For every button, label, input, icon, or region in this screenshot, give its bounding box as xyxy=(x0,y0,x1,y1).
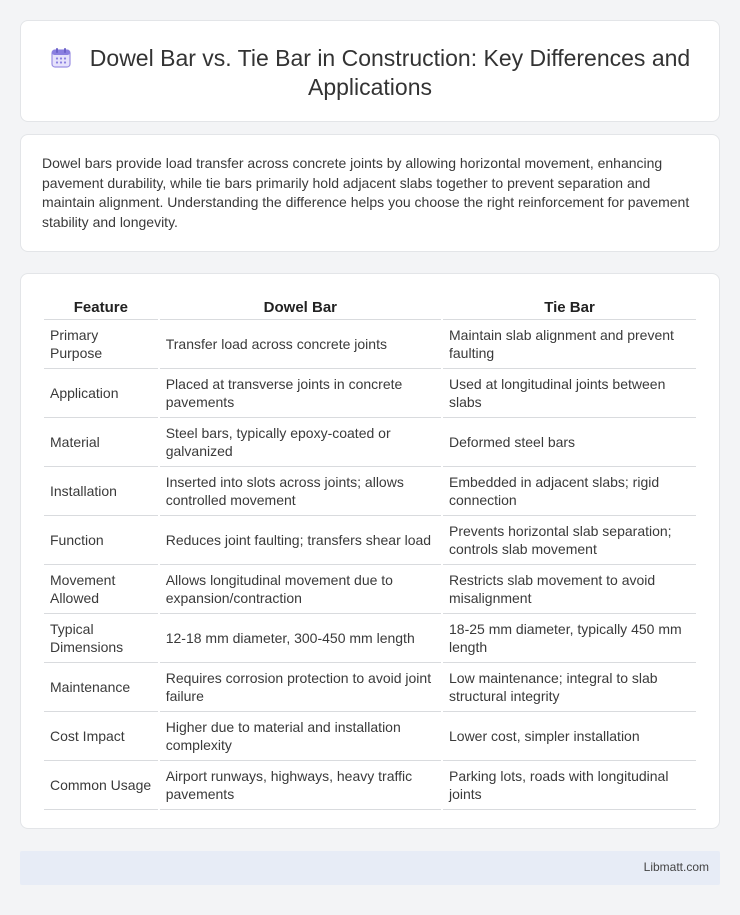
table-row xyxy=(44,663,696,712)
dowel-bar-cell: 12-18 mm diameter, 300-450 mm length xyxy=(160,614,441,663)
table-row xyxy=(44,467,696,516)
comparison-table xyxy=(42,295,698,810)
dowel-bar-cell: Steel bars, typically epoxy-coated or galvanized xyxy=(160,418,441,467)
calendar-icon xyxy=(50,47,72,69)
table-row xyxy=(44,614,696,663)
dowel-bar-cell: Reduces joint faulting; transfers shear load xyxy=(160,516,441,565)
tie-bar-cell: 18-25 mm diameter, typically 450 mm length xyxy=(443,614,696,663)
feature-cell: Primary Purpose xyxy=(44,320,158,369)
dowel-bar-cell: Higher due to material and installation complexity xyxy=(160,712,441,761)
dowel-bar-cell: Inserted into slots across joints; allows controlled movement xyxy=(160,467,441,516)
tie-bar-cell: Maintain slab alignment and prevent faulting xyxy=(443,320,696,369)
feature-cell: Typical Dimensions xyxy=(44,614,158,663)
page-title-wrap xyxy=(21,44,719,102)
comparison-card xyxy=(20,273,720,829)
tie-bar-cell: Deformed steel bars xyxy=(443,418,696,467)
table-row xyxy=(44,712,696,761)
footer xyxy=(20,851,720,885)
tie-bar-cell: Used at longitudinal joints between slabs xyxy=(443,369,696,418)
feature-cell: Material xyxy=(44,418,158,467)
header-tie-bar: Tie Bar xyxy=(443,295,696,320)
table-row xyxy=(44,320,696,369)
feature-cell: Cost Impact xyxy=(44,712,158,761)
dowel-bar-cell: Transfer load across concrete joints xyxy=(160,320,441,369)
header-feature: Feature xyxy=(44,295,158,320)
table-row xyxy=(44,565,696,614)
feature-cell: Installation xyxy=(44,467,158,516)
page-title: Dowel Bar vs. Tie Bar in Construction: Key Differences and Applications xyxy=(89,45,691,100)
footer-brand-link[interactable]: Libmatt.com xyxy=(643,860,709,874)
feature-cell: Application xyxy=(44,369,158,418)
table-row xyxy=(44,369,696,418)
header-dowel-bar: Dowel Bar xyxy=(160,295,441,320)
dowel-bar-cell: Allows longitudinal movement due to expansion/contraction xyxy=(160,565,441,614)
table-row xyxy=(44,761,696,810)
intro-card xyxy=(20,134,720,252)
tie-bar-cell: Prevents horizontal slab separation; controls slab movement xyxy=(443,516,696,565)
title-card xyxy=(20,20,720,122)
tie-bar-cell: Embedded in adjacent slabs; rigid connection xyxy=(443,467,696,516)
tie-bar-cell: Lower cost, simpler installation xyxy=(443,712,696,761)
feature-cell: Maintenance xyxy=(44,663,158,712)
tie-bar-cell: Restricts slab movement to avoid misalignment xyxy=(443,565,696,614)
table-row xyxy=(44,516,696,565)
dowel-bar-cell: Airport runways, highways, heavy traffic pavements xyxy=(160,761,441,810)
feature-cell: Common Usage xyxy=(44,761,158,810)
table-row xyxy=(44,418,696,467)
table-header-row xyxy=(44,295,696,320)
intro-paragraph: Dowel bars provide load transfer across concrete joints by allowing horizontal movement, enhancing pavement durability, while tie bars primarily hold adjacent slabs together to prevent separation and maintain alignment. Understanding the difference helps you choose the right reinforcement for pavement stability and longevity. xyxy=(42,155,690,230)
tie-bar-cell: Parking lots, roads with longitudinal joints xyxy=(443,761,696,810)
feature-cell: Movement Allowed xyxy=(44,565,158,614)
feature-cell: Function xyxy=(44,516,158,565)
tie-bar-cell: Low maintenance; integral to slab structural integrity xyxy=(443,663,696,712)
dowel-bar-cell: Requires corrosion protection to avoid joint failure xyxy=(160,663,441,712)
dowel-bar-cell: Placed at transverse joints in concrete pavements xyxy=(160,369,441,418)
